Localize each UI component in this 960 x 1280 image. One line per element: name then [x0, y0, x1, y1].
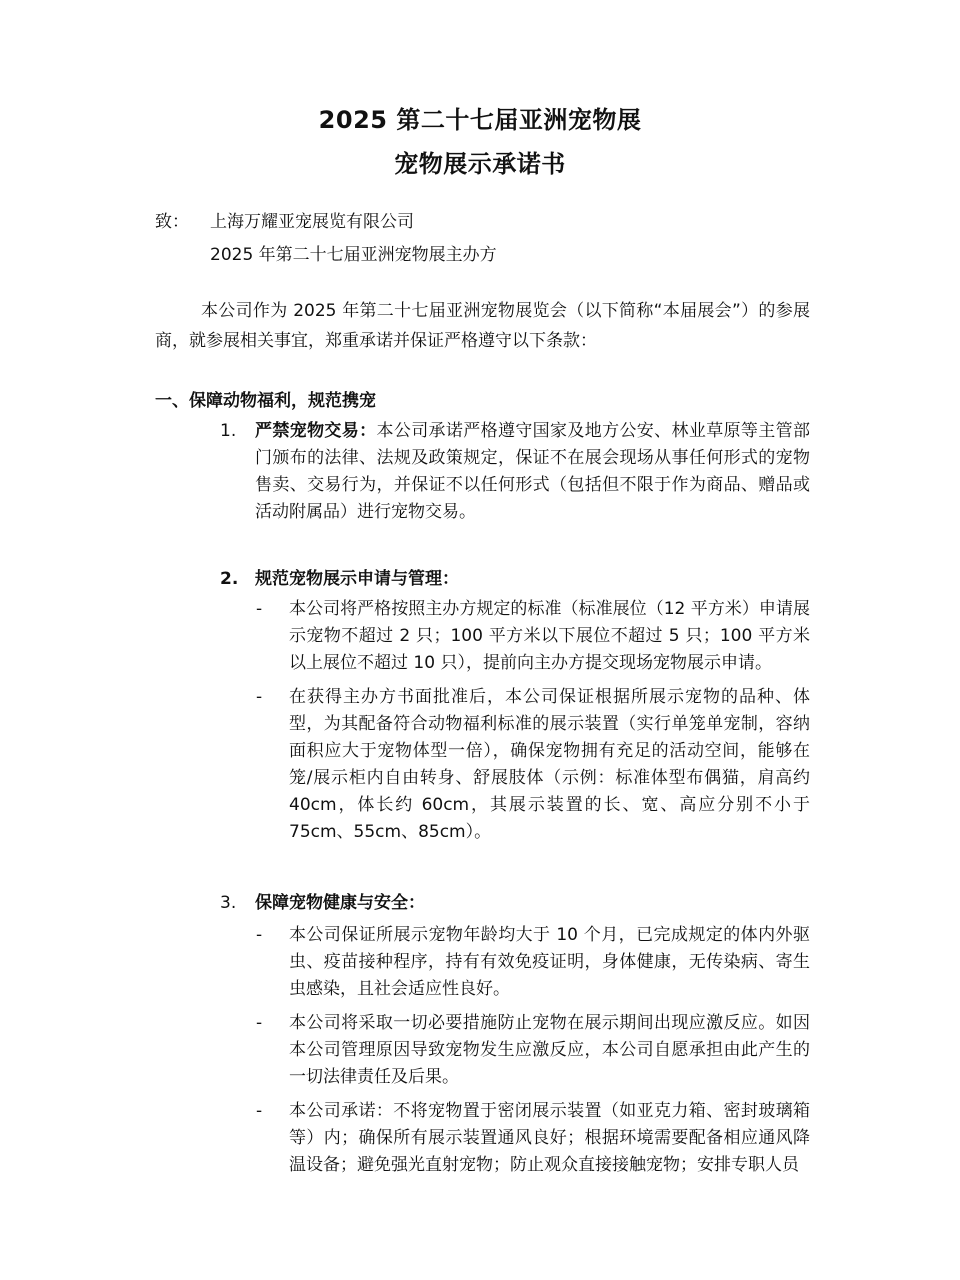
addressee-label: 致：: [155, 212, 189, 232]
item-title: 规范宠物展示申请与管理：: [255, 569, 459, 589]
addressee-organizer: 2025 年第二十七届亚洲宠物展主办方: [210, 245, 497, 265]
intro-paragraph: 本公司作为 2025 年第二十七届亚洲宠物展览会（以下简称“本届展会”）的参展商，就参展相关事宜，郑重承诺并保证严格遵守以下条款：: [155, 301, 810, 351]
bullet-text: 本公司保证所展示宠物年龄均大于 10 个月，已完成规定的体内外驱虫、疫苗接种程序，持有有效免疫证明，身体健康，无传染病、寄生虫感染，且社会适应性良好。: [289, 925, 810, 999]
bullet-dash: -: [256, 1013, 263, 1033]
bullet-text: 本公司承诺：不将宠物置于密闭展示装置（如亚克力箱、密封玻璃箱等）内；确保所有展示装置通风良好；根据环境需要配备相应通风降温设备；避免强光直射宠物；防止观众直接接触宠物；安排专职人员: [289, 1101, 810, 1175]
addressee-company: 上海万耀亚宠展览有限公司: [210, 212, 414, 232]
bullet-text: 在获得主办方书面批准后，本公司保证根据所展示宠物的品种、体型，为其配备符合动物福利标准的展示装置（实行单笼单宠制，容纳面积应大于宠物体型一倍），确保宠物拥有充足的活动空间，能够在笼/展示柜内自由转身、舒展肢体（示例：标准体型布偶猫，肩高约 40cm，体长约 60cm，其展示装置的长、宽、高应分别不小于 75cm、55cm、85cm）。: [289, 687, 810, 842]
bullet-dash: -: [256, 687, 263, 707]
bullet-dash: -: [256, 925, 263, 945]
bullet-text: 本公司将严格按照主办方规定的标准（标准展位（12 平方米）申请展示宠物不超过 2 只；100 平方米以下展位不超过 5 只；100 平方米以上展位不超过 10 只），提前向主办方提交现场宠物展示申请。: [289, 599, 810, 673]
item-paragraph: [255, 418, 810, 526]
section-heading: 一、保障动物福利，规范携宠: [155, 391, 376, 411]
bullet-dash: -: [256, 1101, 263, 1121]
item-number: 2.: [220, 569, 239, 589]
document-subtitle: 宠物展示承诺书: [394, 150, 566, 178]
item-title: 严禁宠物交易：: [255, 421, 377, 441]
bullet-dash: -: [256, 599, 263, 619]
item-number: 1.: [220, 421, 237, 441]
bullet-text: 本公司将采取一切必要措施防止宠物在展示期间出现应激反应。如因本公司管理原因导致宠物发生应激反应，本公司自愿承担由此产生的一切法律责任及后果。: [289, 1013, 810, 1087]
item-number: 3.: [220, 893, 237, 913]
item-title: 保障宠物健康与安全：: [255, 893, 425, 913]
item-text: 本公司承诺严格遵守国家及地方公安、林业草原等主管部门颁布的法律、法规及政策规定，保证不在展会现场从事任何形式的宠物售卖、交易行为，并保证不以任何形式（包括但不限于作为商品、赠品或活动附属品）进行宠物交易。: [255, 421, 810, 522]
document-title: 2025 第二十七届亚洲宠物展: [318, 106, 642, 134]
